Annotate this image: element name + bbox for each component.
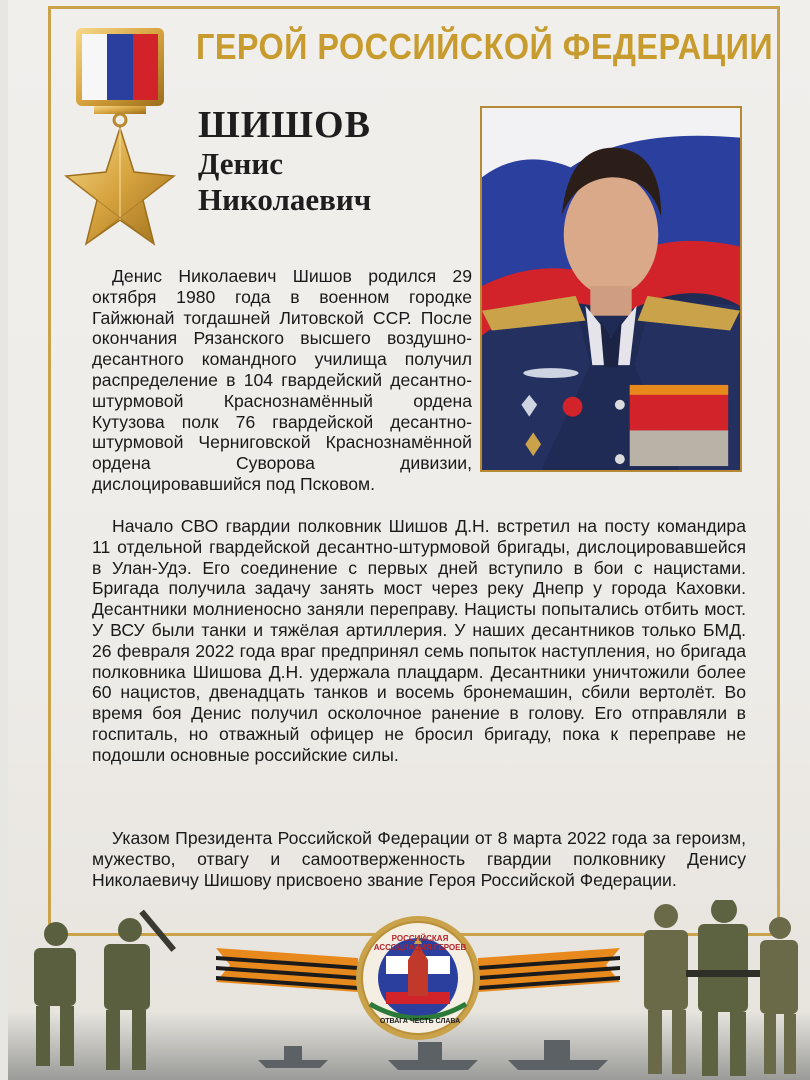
hero-name: [198, 104, 371, 218]
hero-first-name: Денис: [198, 146, 283, 181]
emblem-ring-text: РОССИЙСКАЯ АССОЦИАЦИЯ ГЕРОЕВ: [373, 934, 467, 952]
hero-surname: ШИШОВ: [198, 104, 371, 146]
emblem-motto: ОТВАГА ЧЕСТЬ СЛАВА: [379, 1018, 461, 1025]
hero-patronymic: Николаевич: [198, 182, 372, 217]
hero-star-medal-icon: [64, 24, 176, 252]
bio-paragraph-3: Указом Президента Российской Федерации от 8 марта 2022 года за героизм, мужество, отвагу и самоотверженность гвардии полковнику Денису Николаевичу Шишову присвоено звание Героя Российской Федерации.: [92, 828, 746, 890]
bottom-collage: [8, 900, 810, 1080]
page-title: ГЕРОЙ РОССИЙСКОЙ ФЕДЕРАЦИИ: [196, 26, 774, 67]
poster: [8, 0, 810, 1080]
bio-paragraph-1: Денис Николаевич Шишов родился 29 октября 1980 года в военном городке Гайжюнай тогдашней Литовской ССР. После окончания Рязанского высшего воздушно-десантного командного училища получил распределение в 104 гвардейский десантно-штурмовой Краснознамённый ордена Кутузова полк 76 гвардейской десантно-штурмовой Черниговской Краснознамённой ордена Суворова дивизии, дислоцировавшийся под Псковом.: [92, 266, 472, 494]
hero-portrait: [480, 106, 742, 472]
bio-paragraph-2: Начало СВО гвардии полковник Шишов Д.Н. встретил на посту командира 11 отдельной гвардейской десантно-штурмовой бригады, дислоцировавшейся в Улан-Удэ. Его соединение с первых дней вступило в бои с нацистами. Бригада получила задачу занять мост через реку Днепр у города Каховки. Десантники молниеносно заняли переправу. Нацисты попытались отбить мост. У ВСУ были танки и тяжёлая артиллерия. У наших десантников только БМД. 26 февраля 2022 года враг предпринял семь попыток наступления, но бригада полковника Шишова Д.Н. удержала плацдарм. Десантники уничтожили более 60 нацистов, двенадцать танков и восемь бронемашин, сбили вертолёт. Во время боя Денис получил осколочное ранение в голову. Его отправляли в госпиталь, но отважный офицер не бросил бригаду, пока к переправе не подошли основные российские силы.: [92, 516, 746, 765]
